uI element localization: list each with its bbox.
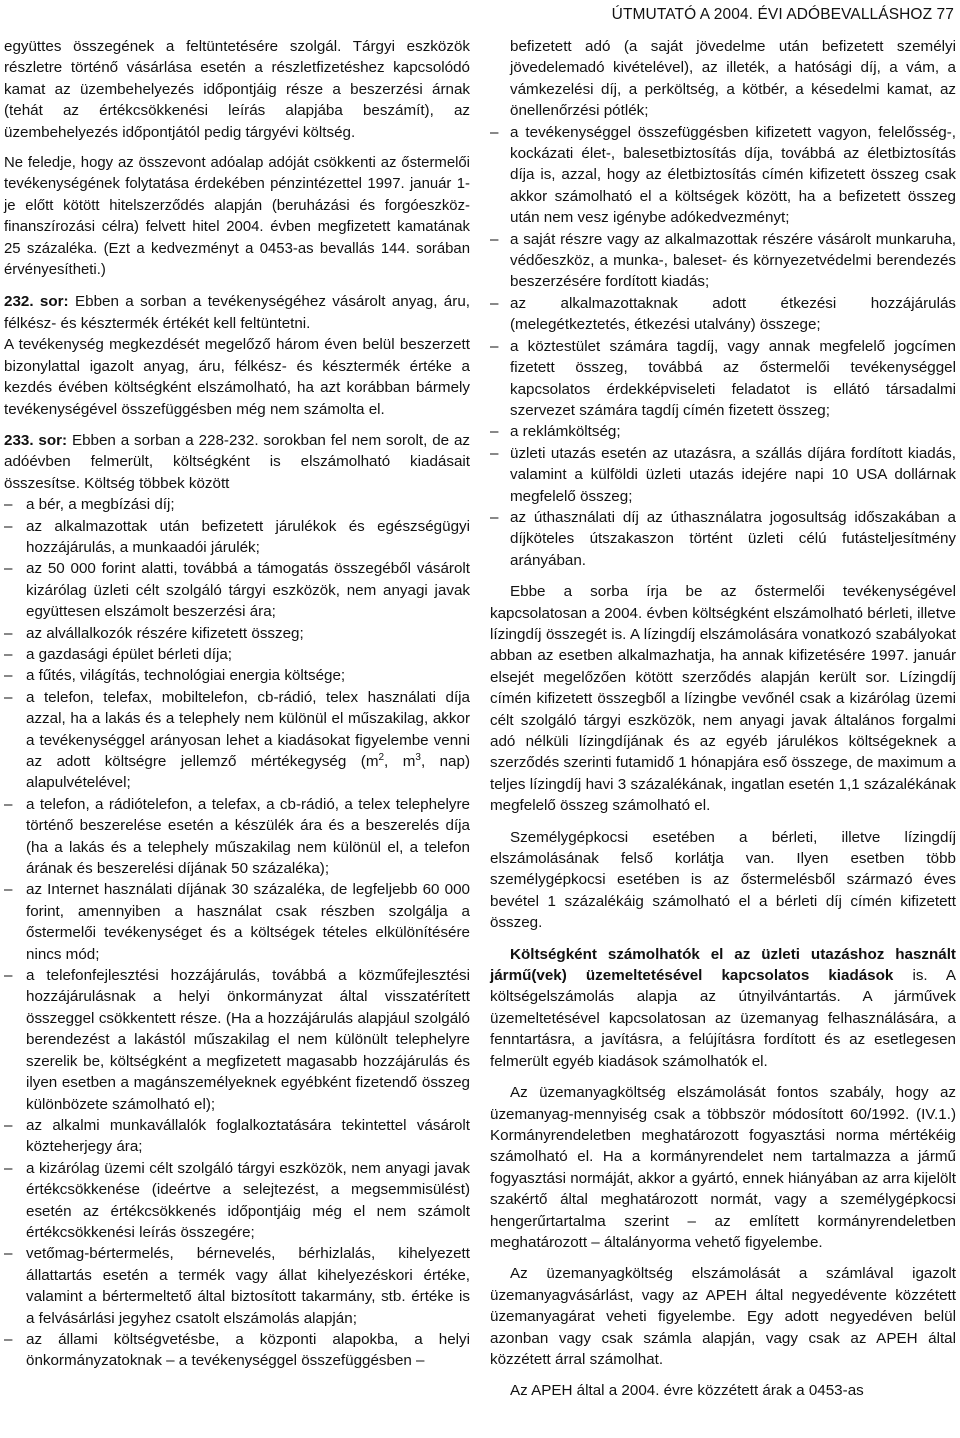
continued-item-text: befizetett adó (a saját jövedelme után befizetett személyi jövedelemadó kivételével), az illeték, a hatósági díj, a vám, a vámkezelési díj, a perköltség, a kötbér, a késedelmi kamat, az önellenőrzési pótlék; (510, 38, 956, 120)
running-header: ÚTMUTATÓ A 2004. ÉVI ADÓBEVALLÁSHOZ 77 (611, 6, 954, 23)
vehicle-costs-text: is. A költségelszámolás alapja az útnyilvántartás. A járművek üzemeltetésével kapcsolatosan az üzemanyag felhasználására, a fenntartásra, a javításra, a felújításra fordított és az esetlegesen felmerült egyéb kiadások számolhatók el. (490, 967, 956, 1070)
cost-item: – az alvállalkozók részére kifizetett összeg; (4, 623, 470, 644)
cost-item: – az állami költségvetésbe, a központi alapokba, a helyi önkormányzatoknak – a tevékenységgel összefüggésben – (4, 1329, 470, 1372)
cost-item: – a telefonfejlesztési hozzájárulás, továbbá a közműfejlesztési hozzájárulásnak a helyi önkormányzat által visszatérített összeggel csökkentett része. (Ha a hozzájárulás alapjául szolgáló berendezést a lakástól műszakilag el nem különült telephelyre szerelik be, költségként a megfizetett magasabb hozzájárulás és ilyen esetben a magánszemélyeknek egyébként fizetendő összeg különbözete számolható el); (4, 965, 470, 1115)
cost-item: – a köztestület számára tagdíj, vagy annak megfelelő jogcímen fizetett összeg, továbbá az őstermelői tevékenységgel kapcsolatos érdekképviseleti feladatot is ellátó társadalmi szervezet számára tagdíj címén fizetett összeg; (490, 336, 956, 422)
superscript-2: 2 (378, 751, 385, 763)
cost-item: – a saját részre vagy az alkalmazottak részére vásárolt munkaruha, védőeszköz, a munka-, baleset- és környezetvédelmi berendezés beszerzésére fordított kiadás; (490, 229, 956, 293)
cost-item-text: a telefon, telefax, mobiltelefon, cb-rádió, telex használati díja azzal, ha a lakás és a telephely nem különül el műszakilag, akkor a tevékenységgel arányosan lehet a kiadásokat figyelembe venni az adott költségre jellemző mértékegység (m (26, 688, 470, 770)
leasing-paragraph: Ebbe a sorba írja be az őstermelői tevékenységével kapcsolatosan a 2004. évben költségként elszámolható bérleti, illetve lízingdíj összegét is. A lízingdíj elszámolására vonatkozó szabályokat abban az esetben alkalmazhatja, ha annak kifizetésére 1997. január elsejét megelőzően kötött szerződés alapján került sor. Lízingdíj címén kifizetett összegből a lízingbe vevőnél csak a kizárólag üzemi célt szolgáló tárgyi eszközök, nem anyagi javak általános forgalmi adó nélküli lízingdíjának és az egyéb járulékos költségeknek a szerződés szerinti futamidő 1 hónapjára eső összege, de maximum a teljes lízingdíj havi 3 százalékának, ingatlan esetén 1,1 százalékának megfelelő összeg számolható el. (490, 583, 956, 815)
cost-item: – a kizárólag üzemi célt szolgáló tárgyi eszközök, nem anyagi javak értékcsökkenése (ideértve a selejtezést, a megsemmisülést) esetén az értékcsökkenés időpontjáig még el nem számolt értékcsökkenési leírás összegére; (4, 1158, 470, 1244)
vehicle-costs-paragraph (490, 944, 956, 1072)
right-column (490, 36, 956, 1402)
cost-item: – az úthasználati díj az úthasználatra jogosultság időszakában a díjköteles útszakaszon történt üzleti célú futásteljesítmény arányában. (490, 507, 956, 571)
cost-item: – a bér, a megbízási díj; (4, 494, 470, 515)
cost-item: – az alkalmazottak után befizetett járulékok és egészségügyi hozzájárulás, a munkaadói járulék; (4, 516, 470, 559)
cost-item: – a reklámköltség; (490, 421, 956, 442)
fuel-rule-paragraph: Az üzemanyagköltség elszámolását fontos szabály, hogy az üzemanyag-mennyiség csak a többször módosított 60/1992. (IV.1.) Kormányrendeletben meghatározott fogyasztási norma mértékéig számolható el. Ha a kormányrendelet nem tartalmazza a jármű fogyasztási normáját, akkor a gyártó, ennek hiányában az arra kijelölt szakértő által meghatározott normát, vagy a személygépkocsi hengerűrtartalma szerint – az említett kormányrendeletben meghatározott – általányorma vehető figyelembe. (490, 1084, 956, 1251)
cost-item: – az Internet használati díjának 30 százaléka, de legfeljebb 60 000 forint, amennyiben a használat csak részben szolgálja a őstermelői tevékenységet és a költségek tételes elkülönítésére nincs mód; (4, 879, 470, 965)
cost-item: – a tevékenységgel összefüggésben kifizetett vagyon, felelősség-, kockázati élet-, balesetbiztosítás díja, továbbá az életbiztosítás díja is, azzal, hogy az életbiztosítás címén kifizetett összeg csak akkor számolható el a költségek között, ha a befizetett összeg után nem vesz igénybe adókedvezményt; (490, 122, 956, 229)
row-232-body: A tevékenység megkezdését megelőző három éven belül beszerzett bizonylattal igazolt anyag, áru, félkész- és késztermék értéke a kezdés évében költségként elszámolható, ha azt korábban bármely tevékenységével összefüggésben még nem számolta el. (4, 336, 470, 418)
cost-item-text-end: , nap) alapulvételével; (26, 753, 470, 792)
row-232-heading (4, 291, 470, 334)
vehicle-costs-heading: Költségként számolhatók el az üzleti utazáshoz használt jármű(vek) üzemeltetésével kapcsolatos kiadások (490, 945, 956, 985)
cost-item: – az alkalmazottaknak adott étkezési hozzájárulás (melegétkeztetés, étkezési utalvány) összege; (490, 293, 956, 336)
cost-item: – az 50 000 forint alatti, továbbá a támogatás összegéből vásárolt kizárólag üzleti célt szolgáló tárgyi eszközök, nem anyagi javak együttesen elszámolt beszerzési ára; (4, 558, 470, 622)
cost-item: – a gazdasági épület bérleti díja; (4, 644, 470, 665)
note-paragraph: Ne feledje, hogy az összevont adóalap adóját csökkenti az őstermelői tevékenységének folytatása érdekében pénzintézettel 1997. január 1-je előtt kötött hitelszerződés alapján (beruházási és forgóeszköz-finanszírozási célra) felvett hitel 2004. évben megfizetett kamatának 25 százaléka. (Ezt a kedvezményt a 0453-as bevallás 144. sorában érvényesítheti.) (4, 155, 470, 279)
cost-item (4, 687, 470, 794)
apeh-prices-paragraph: Az APEH által a 2004. évre közzétett árak a 0453-as (510, 1382, 864, 1400)
row-233-paragraph (4, 430, 470, 494)
cost-item: – a fűtés, világítás, technológiai energia költsége; (4, 665, 470, 686)
cost-item: – üzleti utazás esetén az utazásra, a szállás díjára fordított kiadás, valamint a külföldi üzleti utazás idejére napi 10 USA dollárnak megfelelő összeg; (490, 443, 956, 507)
row-232-label: 232. sor: (4, 293, 69, 311)
cost-list (4, 494, 470, 1372)
row-233-label: 233. sor: (4, 431, 68, 449)
row-232-heading-text: Ebben a sorban a tevékenységéhez vásárolt anyag, áru, félkész- és késztermék értékét kell feltüntetni. (4, 293, 470, 332)
cost-list-continued (490, 122, 956, 572)
left-column (4, 36, 470, 1372)
fuel-price-paragraph: Az üzemanyagköltség elszámolását a számlával igazolt üzemanyagvásárlást, vagy az APEH által negyedévente közzétett üzemanyagárat veheti figyelembe. Egy adott negyedéven belül azonban vagy csak számla alapján, vagy csak az APEH által közzétett árral számolhat. (490, 1265, 956, 1368)
cost-item: – a telefon, a rádiótelefon, a telefax, a cb-rádió, a telex telephelyre történő beszerelése esetén a készülék ára és a beszerelés díja (ha a lakás és a telephely műszakilag nem különül el, a telefon árának és beszerelési díjának 50 százaléka); (4, 794, 470, 880)
superscript-3: 3 (415, 751, 421, 763)
row-233-text: Ebben a sorban a 228-232. sorokban fel nem sorolt, de az adóévben felmerült, költségként is elszámolható kiadásait összesítse. Költség többek között (4, 431, 470, 492)
cost-item: – az alkalmi munkavállalók foglalkoztatására tekintettel vásárolt közteherjegy ára; (4, 1115, 470, 1158)
cost-item: – vetőmag-bértermelés, bérnevelés, bérhizlalás, kihelyezett állattartás esetén a termék vagy állat kihelyezéskori értéke, valamint a bértermeltető által biztosított takarmány, stb. értéke is a felvásárlási jegyhez csatolt elszámolás alapján; (4, 1243, 470, 1329)
cost-item-text-mid: , m (384, 753, 416, 770)
intro-paragraph: együttes összegének a feltüntetésére szolgál. Tárgyi eszközök részletre történő vásárlása esetén a részletfizetéshez kapcsolódó kamat az üzembehelyezés időpontjáig része a beszerzési árnak (tehát az értékcsökkenési leírás alapjába beszámít), az üzembehelyezés időpontjától pedig tárgyévi költség. (4, 38, 470, 141)
car-rental-paragraph: Személygépkocsi esetében a bérleti, illetve lízingdíj elszámolásának felső korlátja van. Ilyen esetben több személygépkocsi esetében is az őstermelésből származó éves bevétel 1 százalékáig számolható el a bérleti díj címén kifizetett összeg. (490, 828, 956, 932)
